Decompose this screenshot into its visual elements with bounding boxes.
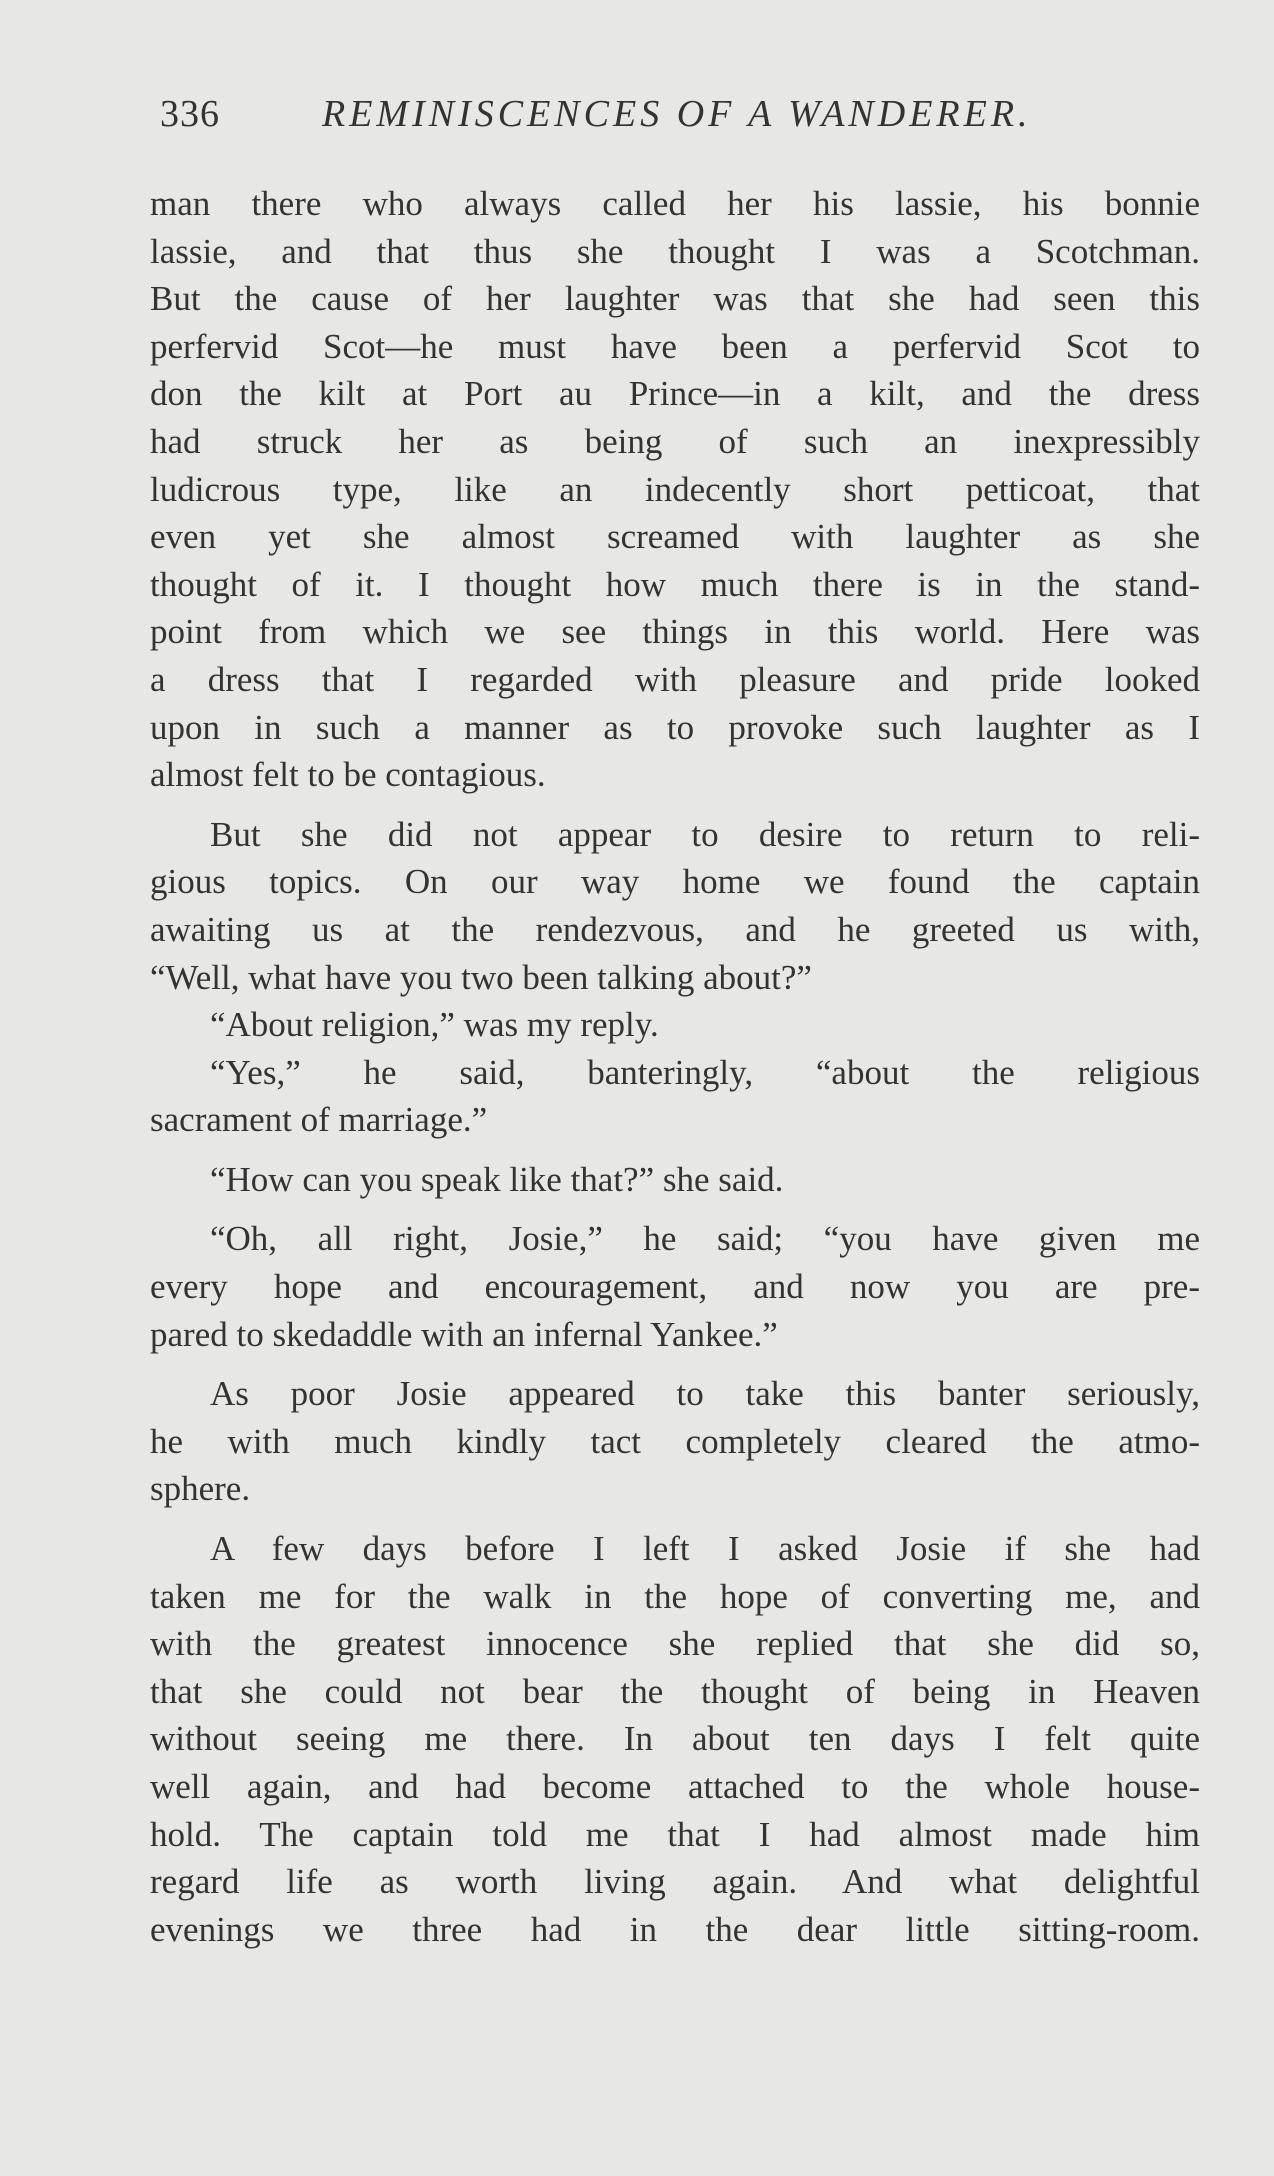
text-line: pared to skedaddle with an infernal Yankee.” bbox=[150, 1314, 778, 1354]
text-line: even yet she almost screamed with laughter as she bbox=[150, 517, 1200, 557]
text-line: every hope and encouragement, and now you are pre- bbox=[150, 1267, 1200, 1307]
text-line: “Well, what have you two been talking about?” bbox=[150, 957, 812, 997]
text-line: lassie, and that thus she thought I was a Scotchman. bbox=[150, 231, 1200, 271]
text-line: sacrament of marriage.” bbox=[150, 1100, 488, 1140]
paragraph bbox=[150, 1156, 1200, 1204]
text-line: point from which we see things in this world. Here was bbox=[150, 612, 1200, 652]
text-line: had struck her as being of such an inexpressibly bbox=[150, 421, 1200, 461]
text-line: a dress that I regarded with pleasure and pride looked bbox=[150, 659, 1200, 699]
page-number: 336 bbox=[160, 93, 220, 135]
text-line: without seeing me there. In about ten days I felt quite bbox=[150, 1719, 1200, 1759]
text-line: that she could not bear the thought of being in Heaven bbox=[150, 1671, 1200, 1711]
text-line: thought of it. I thought how much there is in the stand- bbox=[150, 564, 1200, 604]
text-line: don the kilt at Port au Prince—in a kilt, and the dress bbox=[150, 374, 1200, 414]
text-line: awaiting us at the rendezvous, and he greeted us with, bbox=[150, 909, 1200, 949]
text-line: As poor Josie appeared to take this banter seriously, bbox=[210, 1374, 1200, 1414]
text-line: “Oh, all right, Josie,” he said; “you have given me bbox=[210, 1219, 1200, 1259]
text-line: almost felt to be contagious. bbox=[150, 755, 546, 795]
paragraph bbox=[150, 1215, 1200, 1358]
text-line: A few days before I left I asked Josie if she had bbox=[210, 1529, 1200, 1569]
paragraph bbox=[150, 811, 1200, 1001]
text-line: But she did not appear to desire to return to reli- bbox=[210, 814, 1200, 854]
text-line: well again, and had become attached to the whole house- bbox=[150, 1767, 1200, 1806]
paragraph bbox=[150, 1049, 1200, 1144]
text-line: man there who always called her his lassie, his bonnie bbox=[150, 184, 1200, 223]
text-line: upon in such a manner as to provoke such laughter as I bbox=[150, 707, 1200, 747]
text-line: hold. The captain told me that I had almost made him bbox=[150, 1814, 1200, 1854]
paragraph bbox=[150, 1525, 1200, 1953]
text-line: evenings we three had in the dear little sitting-room. bbox=[150, 1909, 1200, 1949]
text-line: regard life as worth living again. And what delightful bbox=[150, 1862, 1200, 1902]
text-line: ludicrous type, like an indecently short petticoat, that bbox=[150, 469, 1200, 509]
paragraph bbox=[150, 180, 1200, 799]
text-line: gious topics. On our way home we found the captain bbox=[150, 862, 1200, 902]
text-line: sphere. bbox=[150, 1469, 251, 1509]
text-line: with the greatest innocence she replied that she did so, bbox=[150, 1624, 1200, 1664]
text-line: But the cause of her laughter was that she had seen this bbox=[150, 279, 1200, 319]
paragraph bbox=[150, 1001, 1200, 1049]
body-text bbox=[150, 180, 1200, 1953]
text-line: taken me for the walk in the hope of converting me, and bbox=[150, 1576, 1200, 1616]
text-line: “Yes,” he said, banteringly, “about the religious bbox=[210, 1052, 1200, 1092]
running-head: REMINISCENCES OF A WANDERER. bbox=[322, 93, 1032, 135]
page-header bbox=[160, 92, 1080, 142]
text-line: “How can you speak like that?” she said. bbox=[210, 1159, 784, 1199]
text-line: perfervid Scot—he must have been a perfervid Scot to bbox=[150, 326, 1200, 366]
text-line: “About religion,” was my reply. bbox=[210, 1005, 659, 1045]
paragraph bbox=[150, 1370, 1200, 1513]
text-line: he with much kindly tact completely cleared the atmo- bbox=[150, 1421, 1200, 1461]
